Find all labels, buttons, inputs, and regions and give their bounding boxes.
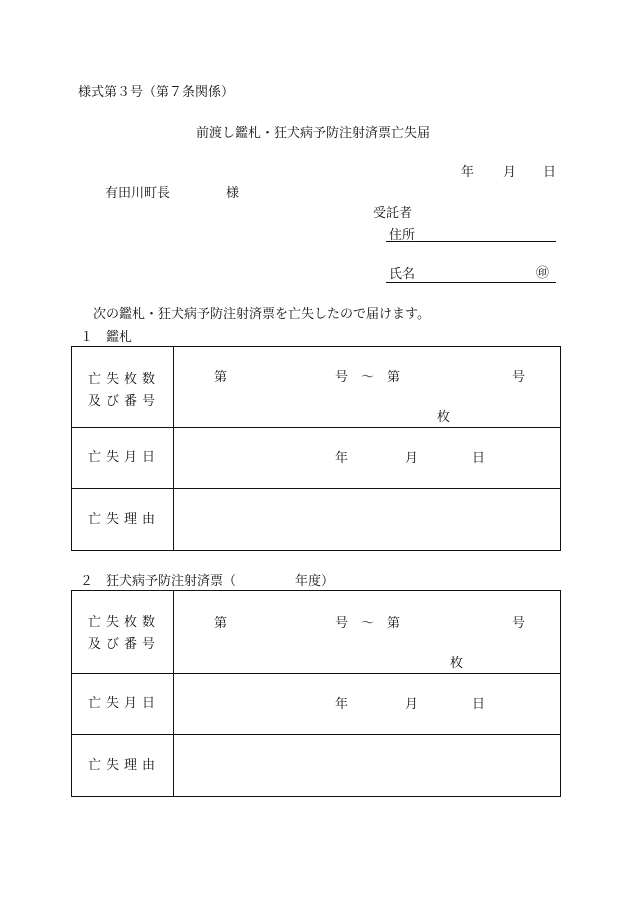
section-1-table: [71, 346, 561, 551]
form-title: 前渡し鑑札・狂犬病予防注射済票亡失届: [196, 126, 431, 141]
loss-count-label: 亡失枚数: [88, 615, 161, 630]
loss-date-value-cell[interactable]: [174, 674, 561, 735]
loss-reason-label-cell: [72, 489, 174, 551]
loss-date-row: [72, 428, 561, 489]
loss-count-label: 亡失枚数: [88, 372, 161, 387]
date-month-label: 月: [503, 165, 517, 180]
loss-count-label-cell: [72, 347, 174, 428]
number-gou-range: 号 ～ 第: [335, 616, 401, 631]
number-dai: 第: [214, 616, 228, 631]
loss-date-label: 亡失月日: [88, 450, 161, 465]
loss-count-value-cell[interactable]: [174, 347, 561, 428]
and-number-label: 及び番号: [88, 394, 161, 409]
name-underline: [386, 282, 556, 283]
loss-count-row: [72, 347, 561, 428]
number-gou: 号: [512, 370, 526, 385]
loss-date-month: 月: [405, 697, 419, 712]
form-number: 様式第３号（第７条関係）: [78, 85, 235, 100]
and-number-label: 及び番号: [88, 637, 161, 652]
number-gou-range: 号 ～ 第: [335, 370, 401, 385]
loss-date-row: [72, 674, 561, 735]
loss-reason-row: [72, 735, 561, 797]
loss-date-label-cell: [72, 674, 174, 735]
applicant-label: 受託者: [373, 206, 413, 221]
section-2-heading-fiscal-year: 年度）: [295, 574, 335, 589]
addressee: 有田川町長: [105, 186, 171, 201]
sheet-count-mai: 枚: [437, 410, 451, 425]
date-year-label: 年: [461, 165, 475, 180]
section-2-heading: ２ 狂犬病予防注射済票（: [80, 574, 237, 589]
loss-date-label: 亡失月日: [88, 696, 161, 711]
section-2-table: [71, 590, 561, 797]
address-underline: [386, 241, 556, 242]
loss-date-month: 月: [405, 451, 419, 466]
loss-date-year: 年: [335, 697, 349, 712]
loss-date-year: 年: [335, 451, 349, 466]
intro-text: 次の鑑札・狂犬病予防注射済票を亡失したので届けます。: [93, 307, 430, 322]
loss-reason-label: 亡失理由: [88, 512, 161, 527]
date-day-label: 日: [543, 165, 557, 180]
loss-count-row: [72, 591, 561, 674]
section-1-heading: １ 鑑札: [80, 330, 133, 345]
loss-date-day: 日: [472, 697, 486, 712]
number-gou: 号: [512, 616, 526, 631]
number-dai: 第: [214, 370, 228, 385]
loss-reason-value-cell[interactable]: [174, 735, 561, 797]
loss-count-value-cell[interactable]: [174, 591, 561, 674]
loss-date-day: 日: [472, 451, 486, 466]
loss-reason-label: 亡失理由: [88, 758, 161, 773]
loss-reason-row: [72, 489, 561, 551]
address-label: 住所: [389, 228, 416, 243]
loss-date-value-cell[interactable]: [174, 428, 561, 489]
loss-count-label-cell: [72, 591, 174, 674]
seal-mark: ㊞: [536, 266, 550, 281]
loss-date-label-cell: [72, 428, 174, 489]
name-label: 氏名: [389, 267, 416, 282]
sheet-count-mai: 枚: [450, 656, 464, 671]
loss-reason-value-cell[interactable]: [174, 489, 561, 551]
honorific: 様: [226, 186, 240, 201]
loss-reason-label-cell: [72, 735, 174, 797]
